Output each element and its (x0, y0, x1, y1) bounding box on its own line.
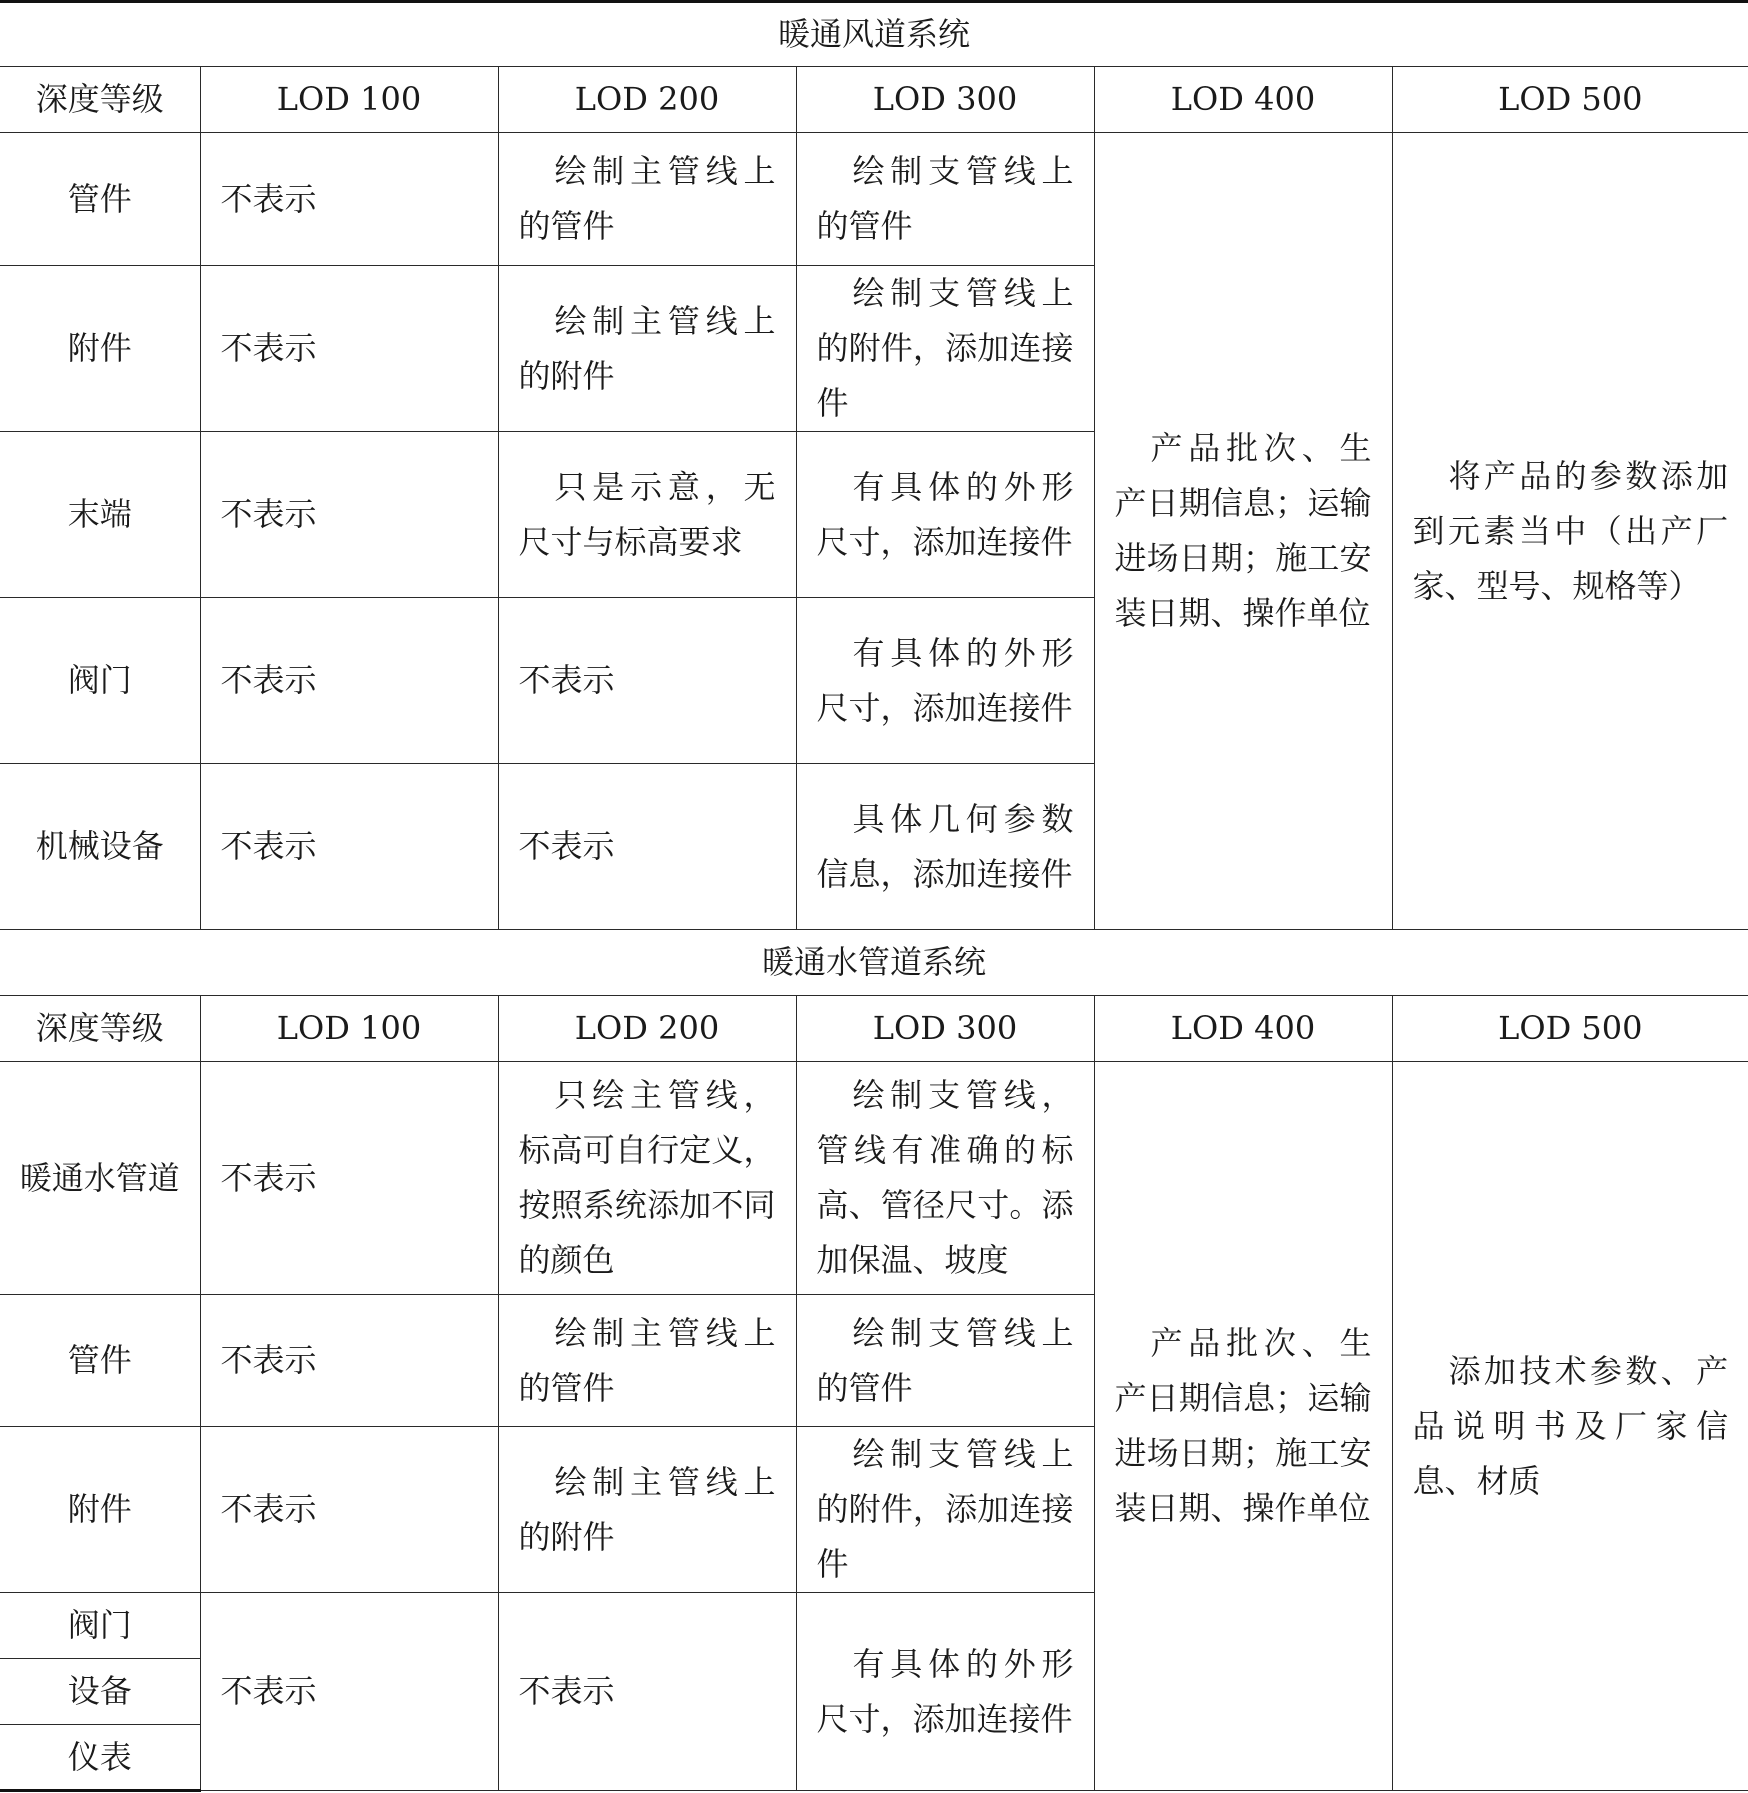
header-lod400: LOD 400 (1094, 67, 1392, 133)
section-title-row (0, 2, 1748, 67)
cell-lod100-merged: 不表示 (200, 1593, 498, 1791)
header-row (0, 996, 1748, 1062)
cell-lod500-merged: 添加技术参数、产品说明书及厂家信息、材质 (1392, 1062, 1748, 1791)
cell-lod300: 绘制支管线上的附件，添加连接件 (796, 1427, 1094, 1593)
cell-lod200: 不表示 (498, 598, 796, 764)
table-row (0, 133, 1748, 266)
cell-lod100: 不表示 (200, 266, 498, 432)
header-depth-level: 深度等级 (0, 67, 200, 133)
row-name: 机械设备 (0, 764, 200, 930)
cell-lod200: 绘制主管线上的管件 (498, 1295, 796, 1427)
header-lod300: LOD 300 (796, 996, 1094, 1062)
row-name: 附件 (0, 1427, 200, 1593)
cell-lod300: 绘制支管线上的管件 (796, 1295, 1094, 1427)
cell-lod100: 不表示 (200, 764, 498, 930)
cell-lod100: 不表示 (200, 133, 498, 266)
cell-lod300: 绘制支管线，管线有准确的标高、管径尺寸。添加保温、坡度 (796, 1062, 1094, 1295)
header-lod200: LOD 200 (498, 67, 796, 133)
cell-lod200: 绘制主管线上的管件 (498, 133, 796, 266)
row-name: 阀门 (0, 1593, 200, 1659)
cell-lod300-merged: 有具体的外形尺寸，添加连接件 (796, 1593, 1094, 1791)
cell-lod300: 具体几何参数信息，添加连接件 (796, 764, 1094, 930)
header-lod400: LOD 400 (1094, 996, 1392, 1062)
table-row (0, 1062, 1748, 1295)
cell-lod300: 绘制支管线上的管件 (796, 133, 1094, 266)
cell-lod200: 只是示意，无尺寸与标高要求 (498, 432, 796, 598)
row-name: 管件 (0, 1295, 200, 1427)
row-name: 仪表 (0, 1725, 200, 1791)
cell-lod200: 绘制主管线上的附件 (498, 1427, 796, 1593)
cell-lod100: 不表示 (200, 1295, 498, 1427)
section-title-row (0, 930, 1748, 996)
header-lod500: LOD 500 (1392, 996, 1748, 1062)
header-lod500: LOD 500 (1392, 67, 1748, 133)
cell-lod400-merged: 产品批次、生产日期信息；运输进场日期；施工安装日期、操作单位 (1094, 1062, 1392, 1791)
header-depth-level: 深度等级 (0, 996, 200, 1062)
cell-lod500-merged: 将产品的参数添加到元素当中（出产厂家、型号、规格等） (1392, 133, 1748, 930)
cell-lod300: 有具体的外形尺寸，添加连接件 (796, 598, 1094, 764)
row-name: 末端 (0, 432, 200, 598)
section-title-air: 暖通风道系统 (0, 2, 1748, 67)
cell-lod400-merged: 产品批次、生产日期信息；运输进场日期；施工安装日期、操作单位 (1094, 133, 1392, 930)
cell-lod100: 不表示 (200, 598, 498, 764)
header-lod100: LOD 100 (200, 67, 498, 133)
header-lod300: LOD 300 (796, 67, 1094, 133)
row-name: 阀门 (0, 598, 200, 764)
section-title-water: 暖通水管道系统 (0, 930, 1748, 996)
cell-lod100: 不表示 (200, 432, 498, 598)
cell-lod200: 绘制主管线上的附件 (498, 266, 796, 432)
cell-lod300: 绘制支管线上的附件，添加连接件 (796, 266, 1094, 432)
cell-lod200: 不表示 (498, 764, 796, 930)
row-name: 设备 (0, 1659, 200, 1725)
cell-lod100: 不表示 (200, 1062, 498, 1295)
header-lod200: LOD 200 (498, 996, 796, 1062)
header-lod100: LOD 100 (200, 996, 498, 1062)
header-row (0, 67, 1748, 133)
row-name: 管件 (0, 133, 200, 266)
cell-lod200-merged: 不表示 (498, 1593, 796, 1791)
cell-lod100: 不表示 (200, 1427, 498, 1593)
cell-lod200: 只绘主管线，标高可自行定义，按照系统添加不同的颜色 (498, 1062, 796, 1295)
cell-lod300: 有具体的外形尺寸，添加连接件 (796, 432, 1094, 598)
row-name: 暖通水管道 (0, 1062, 200, 1295)
row-name: 附件 (0, 266, 200, 432)
